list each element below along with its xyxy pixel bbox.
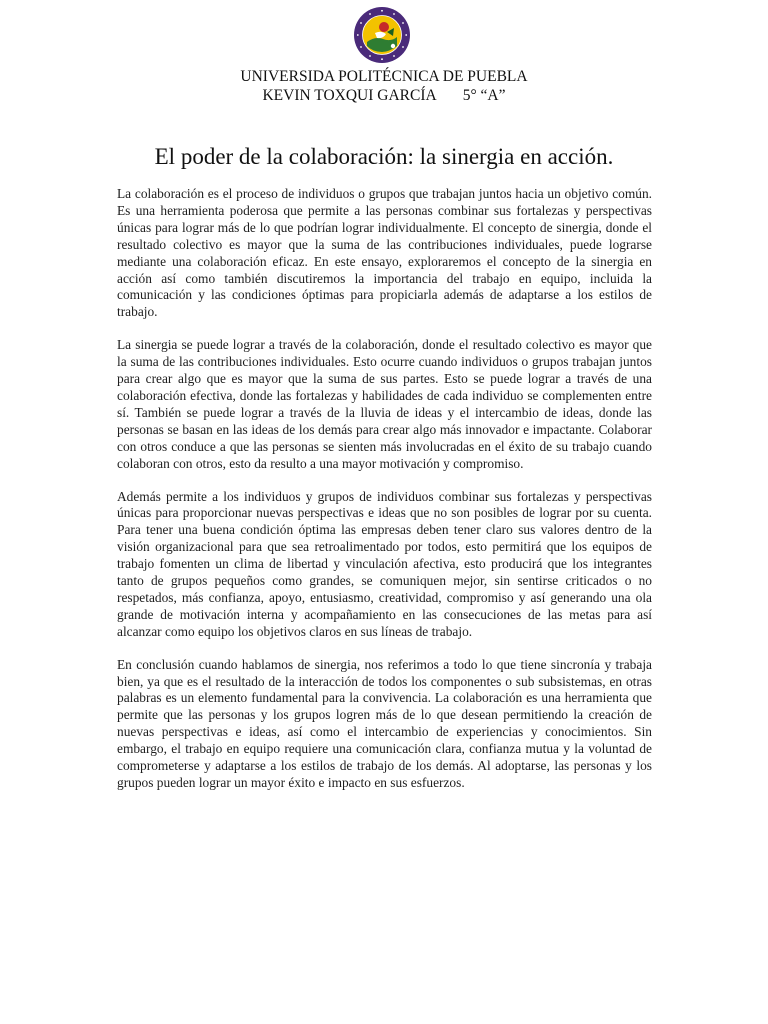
- paragraph: Además permite a los individuos y grupos de individuos combinar sus fortalezas y perspectivas únicas para proporcionar nuevas perspectivas e ideas que no son posibles de lograr por su cuenta. Para tener una buena condición óptima las empresas deben tener claro sus valores dentro de la visión organizacional para que sea retroalimentado por todos, esto permitirá que los equipos de trabajo fomenten un clima de libertad y vinculación afectiva, esto producirá que los integrantes tanto de grupos pequeños como grandes, se comuniquen mejor, sin sentirse criticados o no respetados, más confianza, apoyo, entusiasmo, creatividad, compromiso y así generando una ola grande de motivación interna y acompañamiento en las consecuciones de las metas para así alcanzar como equipo los objetivos claros en sus líneas de trabajo.: [117, 488, 652, 639]
- author-line: [0, 86, 768, 105]
- paragraph: En conclusión cuando hablamos de sinergia, nos referimos a todo lo que tiene sincronía y trabaja bien, ya que es el resultado de la interacción de todos los componentes o sub subsistemas, en otras palabras es un elemento fundamental para la convivencia. La colaboración es una herramienta que permite que las personas y los grupos logren más de lo que desean permitiendo la creación de nuevas perspectivas e ideas, así como el intercambio de experiencias y conocimientos. Sin embargo, el trabajo en equipo requiere una comunicación clara, confianza mutua y la voluntad de comprometerse y adaptarse a los estilos de trabajo de los demás. Al adoptarse, las personas y los grupos pueden lograr un mayor éxito e impacto en sus esfuerzos.: [117, 656, 652, 790]
- essay-title: El poder de la colaboración: la sinergia en acción.: [154, 144, 614, 169]
- author-name: KEVIN TOXQUI GARCÍA: [262, 87, 437, 104]
- group-label: 5° “A”: [462, 87, 506, 104]
- paragraph: La sinergia se puede lograr a través de la colaboración, donde el resultado colectivo es mayor que la suma de las contribuciones individuales. Esto ocurre cuando individuos o grupos trabajan juntos para crear algo que es mayor que la suma de sus partes. Esto se puede lograr a través de una colaboración efectiva, donde las fortalezas y habilidades de cada individuo se complementen entre sí. También se puede lograr a través de la lluvia de ideas y el intercambio de ideas, donde las personas se basan en las ideas de los demás para crear algo más innovador e impactante. Colaborar con otros conduce a que las personas se sienten más involucradas en el éxito de su trabajo cuando colaboran con otros, esto da resulto a una mayor motivación y compromiso.: [117, 337, 652, 471]
- essay-body: [117, 186, 652, 808]
- university-seal-logo: [353, 6, 411, 64]
- paragraph: La colaboración es el proceso de individuos o grupos que trabajan juntos hacia un objetivo común. Es una herramienta poderosa que permite a las personas combinar sus fortalezas y perspectivas únicas para lograr más de lo que podrían lograr individualmente. El concepto de sinergia, donde el resultado colectivo es mayor que la suma de las contribuciones individuales, puede lograrse mediante una colaboración eficaz. En este ensayo, exploraremos el concepto de la sinergia en acción así como también discutiremos la importancia del trabajo en equipo, incluida la comunicación y las condiciones óptimas para propiciarla además de adaptarse a los estilos de trabajo.: [117, 186, 652, 320]
- document-header: [0, 67, 768, 105]
- university-name: UNIVERSIDA POLITÉCNICA DE PUEBLA: [240, 68, 528, 85]
